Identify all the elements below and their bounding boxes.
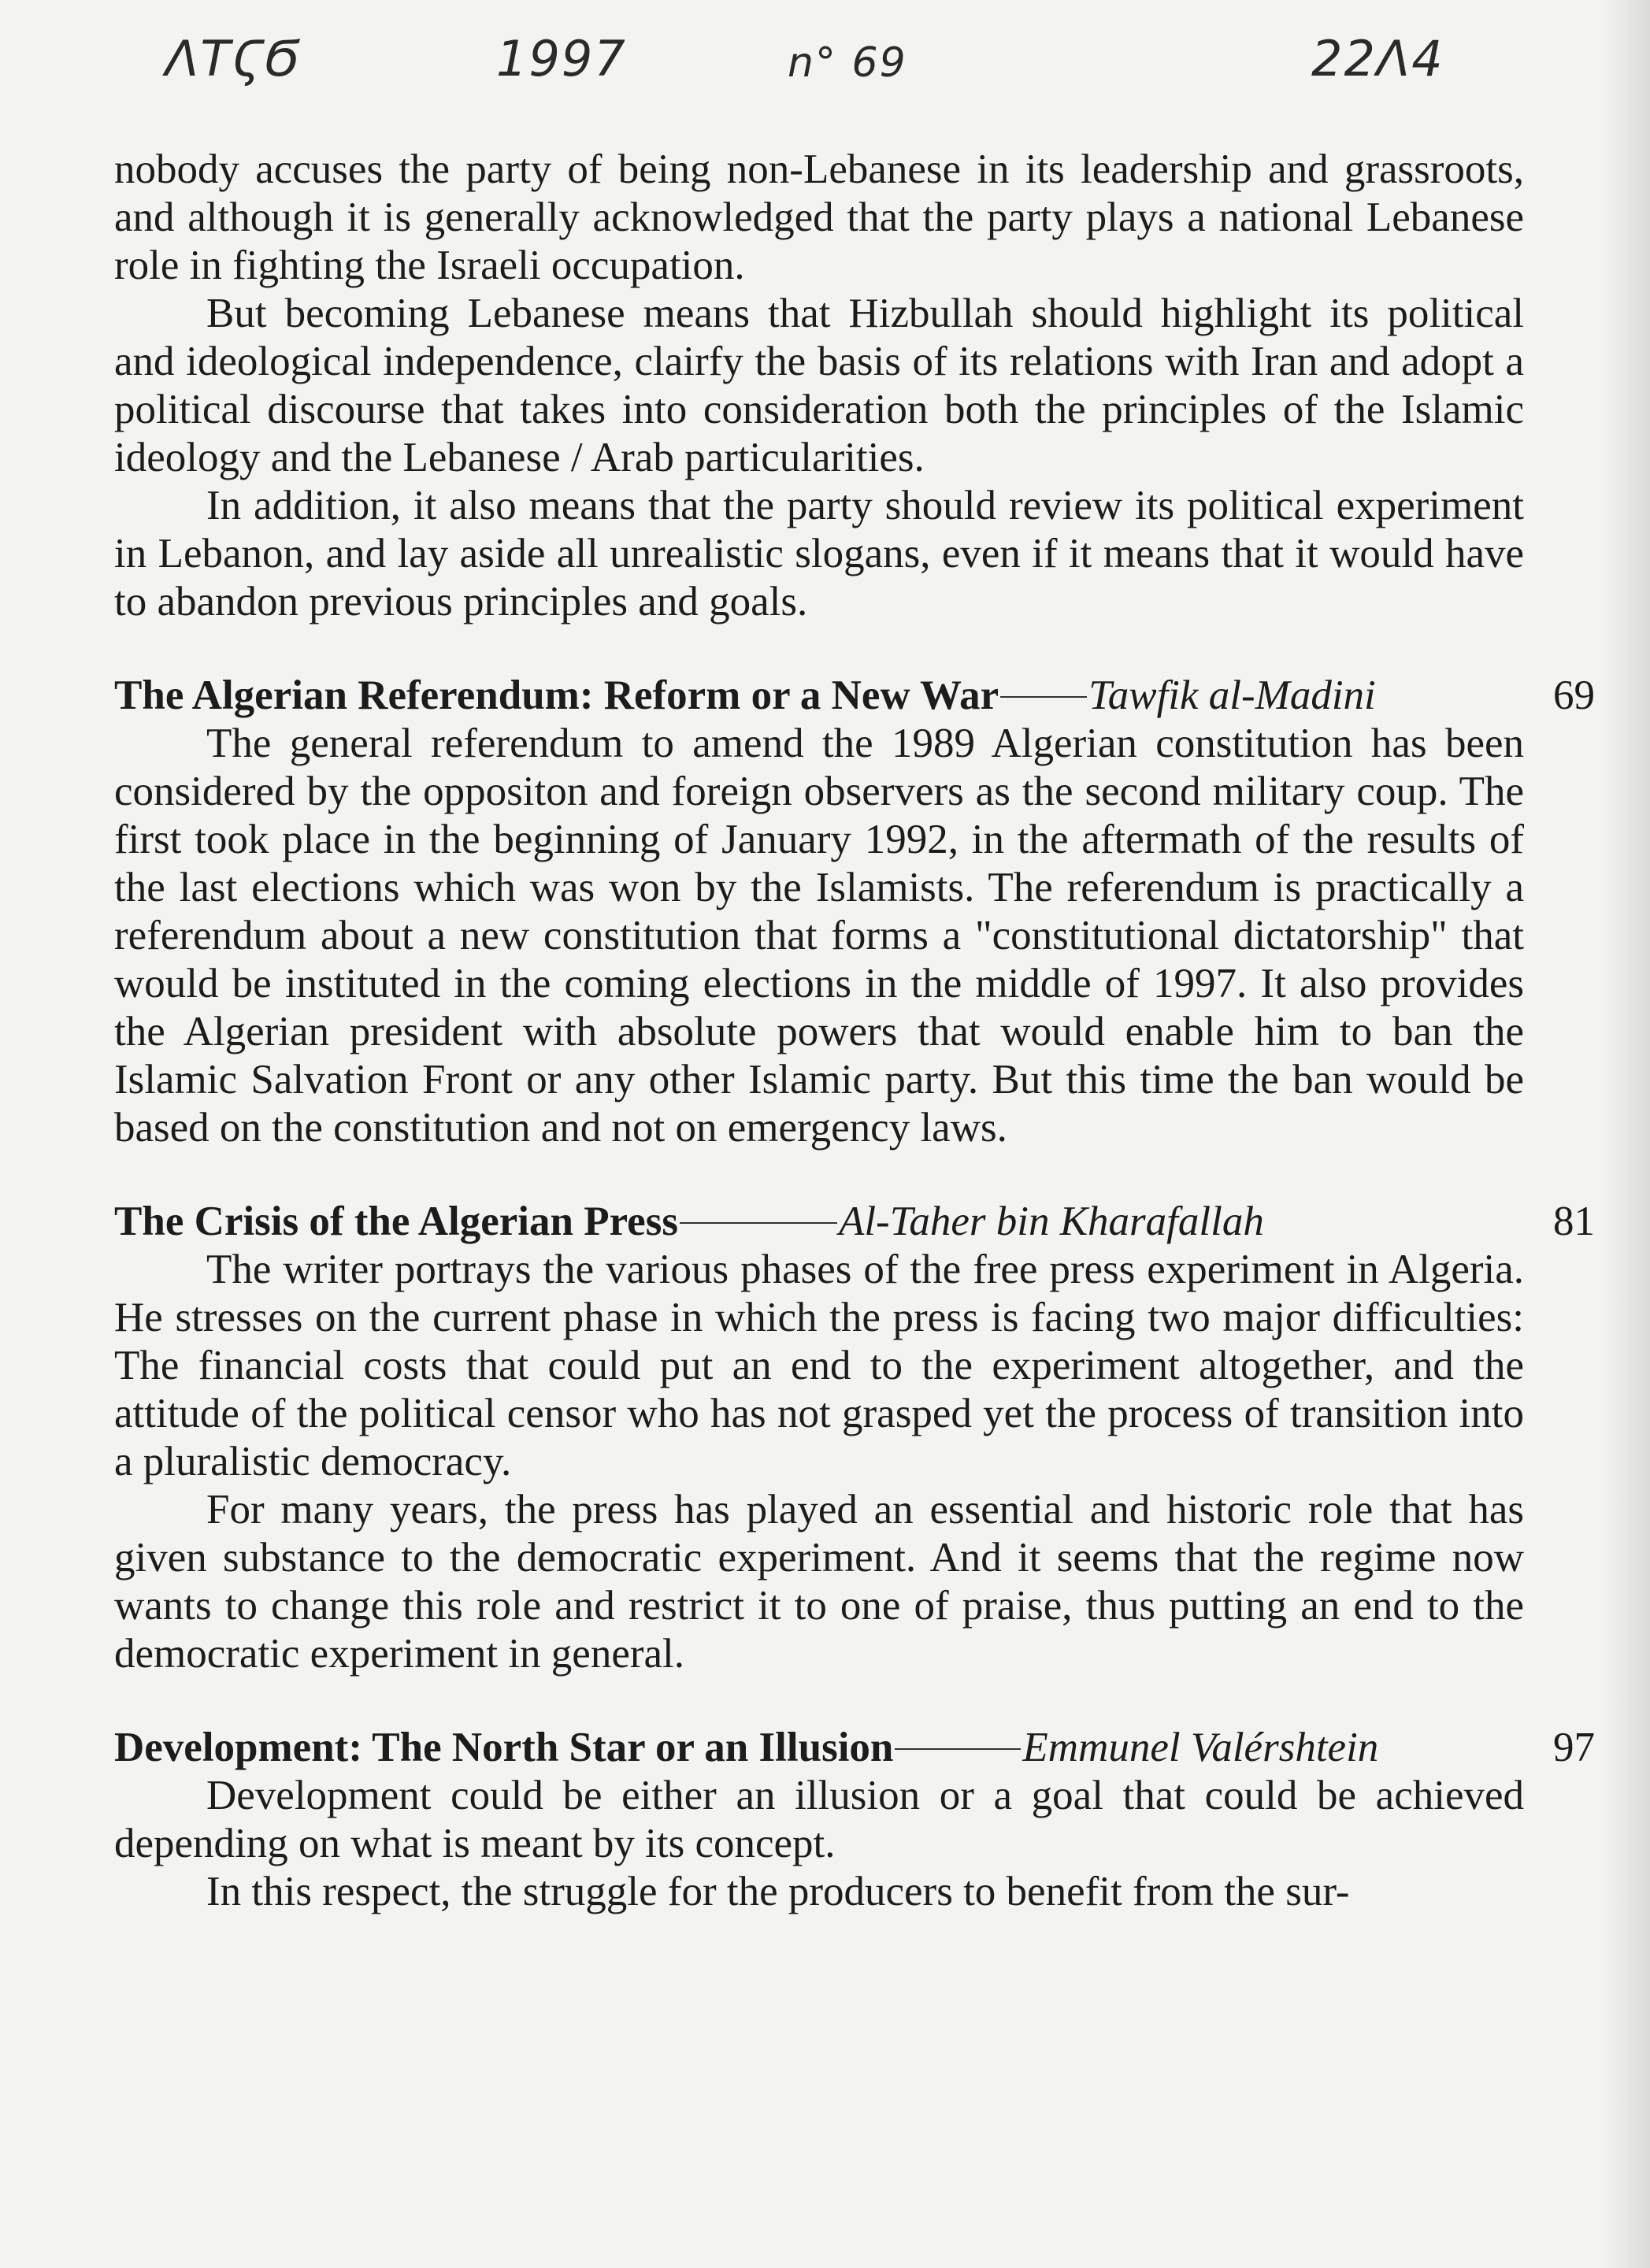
section-page-number: 69 [1553,673,1595,718]
intro-paragraph-1: nobody accuses the party of being non-Lebanese in its leadership and grassroots, and although it is generally acknowledged that the party plays a national Lebanese role in fighting the Israeli occupation. [114,146,1524,288]
page-edge-shadow [1603,0,1650,2268]
section-algerian-press [114,1198,1595,1678]
intro-section [114,146,1524,626]
section-development [114,1724,1595,1916]
handwritten-year: 1997 [496,30,627,87]
section-page-number: 81 [1553,1199,1595,1244]
section-page-number: 97 [1553,1725,1595,1770]
intro-paragraph-3: In addition, it also means that the party should review its political experiment in Lebanon, and lay aside all unrealistic slogans, even if it means that it would have to abandon previous principles and goals. [114,483,1524,624]
section-heading [114,1198,1595,1246]
section-author: Tawfik al-Madini [1088,673,1376,718]
leader-line [1000,696,1087,698]
section-algerian-referendum [114,672,1595,1152]
section-title: The Crisis of the Algerian Press [114,1199,678,1244]
section-title: Development: The North Star or an Illusion [114,1725,894,1770]
section-paragraph: In this respect, the struggle for the producers to benefit from the sur- [206,1869,1350,1914]
section-author: Al-Taher bin Kharafallah [838,1199,1264,1244]
section-title: The Algerian Referendum: Reform or a New War [114,673,999,718]
section-paragraph: The writer portrays the various phases of the free press experiment in Algeria. He stresses on the current phase in which the press is facing two major difficulties: The financial costs that could put an end to the experiment altogether, and the attitude of the political censor who has not grasped yet the process of transition into a pluralistic democracy. [114,1247,1524,1484]
section-author: Emmunel Valérshtein [1022,1725,1379,1770]
leader-line [680,1222,837,1224]
handwritten-reference: ΛΤϚϬ [165,30,301,87]
intro-paragraph-2: But becoming Lebanese means that Hizbullah should highlight its political and ideological independence, clairfy the basis of its relations with Iran and adopt a political discourse that takes into consideration both the principles of the Islamic ideology and the Lebanese / Arab particularities. [114,291,1524,480]
leader-line [895,1748,1021,1750]
section-paragraph: The general referendum to amend the 1989 Algerian constitution has been considered by the oppositon and foreign observers as the second military coup. The first took place in the beginning of January 1992, in the aftermath of the results of the last elections which was won by the Islamists. The referendum is practically a referendum about a new constitution that forms a "constitutional dictatorship" that would be instituted in the coming elections in the middle of 1997. It also provides the Algerian president with absolute powers that would enable him to ban the Islamic Salvation Front or any other Islamic party. But this time the ban would be based on the constitution and not on emergency laws. [114,721,1524,1151]
section-heading [114,1724,1595,1772]
page-content [114,146,1595,1916]
section-heading [114,672,1595,720]
section-paragraph: For many years, the press has played an essential and historic role that has given substance to the democratic experiment. And it seems that the regime now wants to change this role and restrict it to one of praise, thus putting an end to the democratic experiment in general. [114,1487,1524,1677]
handwritten-issue-number: n° 69 [788,39,907,87]
handwritten-id: 22Λ4 [1311,30,1444,87]
section-paragraph: Development could be either an illusion or a goal that could be achieved depending on what is meant by its concept. [114,1773,1524,1866]
